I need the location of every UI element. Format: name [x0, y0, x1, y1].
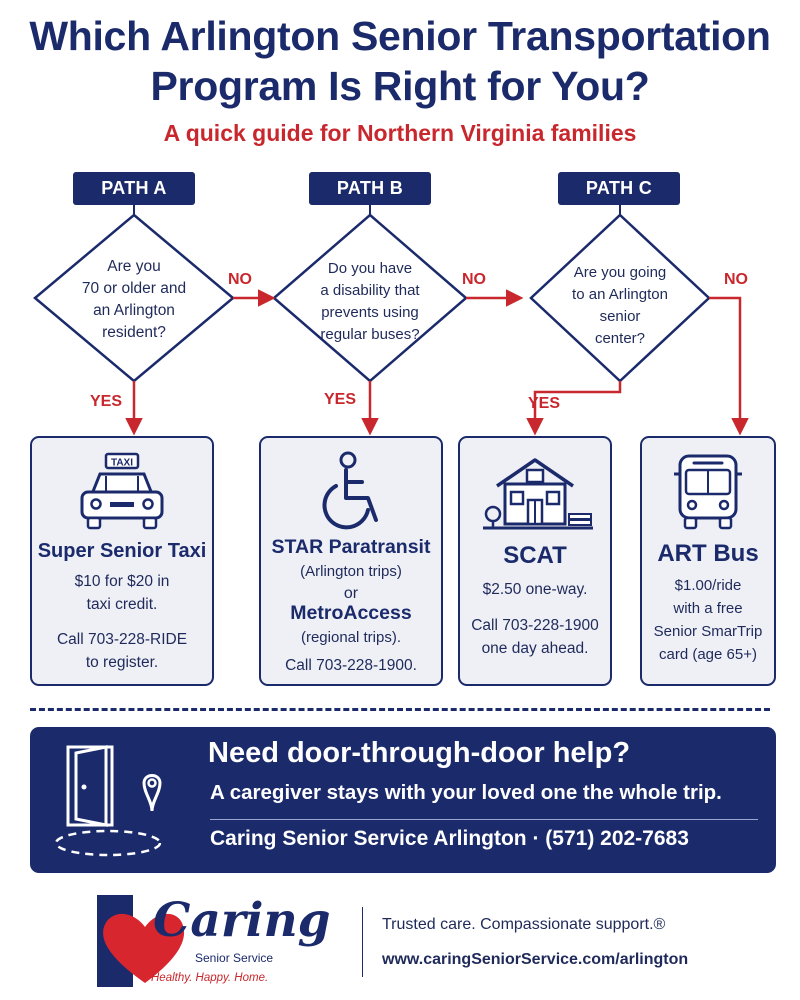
door-location-icon — [48, 743, 198, 863]
banner-headline: Need door-through-door help? — [208, 737, 631, 769]
question-a-line-3: an Arlington — [93, 302, 175, 319]
program-detail: $2.50 one-way. — [482, 581, 588, 598]
program-detail — [646, 574, 770, 666]
program-name: STAR Paratransit — [271, 536, 431, 558]
yes-label-b: YES — [324, 391, 357, 408]
yes-label-c: YES — [528, 395, 561, 412]
program-card-star-paratransit — [259, 436, 443, 686]
question-c-line-1: Are you going — [573, 264, 667, 281]
question-c-line-3: senior — [599, 308, 641, 325]
banner-contact: Caring Senior Service Arlington · (571) 202-7683 — [210, 827, 689, 850]
question-b — [296, 258, 444, 346]
program-call — [464, 614, 606, 660]
no-label-b: NO — [462, 271, 486, 288]
program-call-line-2: one day ahead. — [481, 640, 589, 657]
footer-website-link[interactable]: www.caringSeniorService.com/arlington — [382, 951, 689, 968]
program-call-line-1: Call 703-228-RIDE — [56, 631, 188, 648]
caring-logo — [95, 893, 331, 993]
program-detail-line-3: Senior SmarTrip — [653, 623, 763, 640]
question-a-line-1: Are you — [107, 258, 161, 275]
no-label-a: NO — [228, 271, 252, 288]
program-detail-line-1: $10 for $20 in — [74, 573, 170, 590]
question-b-line-1: Do you have — [327, 260, 413, 277]
program-call — [36, 628, 208, 674]
program-connector: or — [343, 585, 359, 602]
taxi-icon — [32, 448, 212, 540]
question-b-line-3: prevents using — [321, 304, 419, 321]
page-subtitle: A quick guide for Northern Virginia families — [163, 120, 637, 146]
program-call-line-2: to register. — [85, 654, 159, 671]
program-detail-line-2: taxi credit. — [86, 596, 158, 613]
taxi-sign-text: TAXI — [110, 457, 134, 469]
wheelchair-icon — [261, 448, 441, 540]
program-name: ART Bus — [657, 540, 759, 567]
program-name-2: MetroAccess — [290, 602, 412, 624]
banner-rule — [210, 819, 758, 820]
path-a-label: PATH A — [73, 172, 195, 205]
question-a-line-4: resident? — [102, 324, 166, 341]
question-c-line-2: to an Arlington — [572, 286, 668, 303]
logo-word: Caring — [153, 893, 331, 948]
yes-label-a: YES — [90, 393, 123, 410]
program-card-scat — [458, 436, 612, 686]
question-b-line-4: regular buses? — [320, 326, 420, 343]
page-title-line-2: Program Is Right for You? — [150, 63, 650, 109]
question-a-line-2: 70 or older and — [81, 280, 187, 297]
program-call: Call 703-228-1900. — [285, 657, 417, 674]
path-c-label: PATH C — [558, 172, 680, 205]
program-name: Super Senior Taxi — [37, 540, 207, 562]
footer-divider — [362, 907, 363, 977]
program-sub-2: (regional trips). — [300, 629, 402, 646]
program-sub-1: (Arlington trips) — [300, 563, 402, 580]
program-detail-line-2: with a free — [673, 600, 743, 617]
senior-center-icon — [460, 448, 610, 540]
no-label-c: NO — [724, 271, 748, 288]
program-call-line-1: Call 703-228-1900 — [471, 617, 599, 634]
page-title-line-1: Which Arlington Senior Transportation — [29, 13, 771, 59]
program-detail-line-1: $1.00/ride — [674, 577, 742, 594]
path-b-label: PATH B — [309, 172, 431, 205]
logo-service: Senior Service — [195, 951, 274, 965]
question-c — [550, 262, 690, 350]
dashed-divider — [30, 708, 770, 711]
banner-subline: A caregiver stays with your loved one the whole trip. — [210, 781, 722, 804]
logo-tagline: Healthy. Happy. Home. — [151, 972, 269, 984]
footer-trusted-text: Trusted care. Compassionate support.® — [382, 916, 666, 933]
bus-icon — [642, 448, 774, 540]
program-detail-line-4: card (age 65+) — [659, 646, 757, 663]
program-card-super-senior-taxi — [30, 436, 214, 686]
program-name: SCAT — [503, 542, 567, 569]
door-through-door-banner — [30, 727, 776, 873]
no-arrow-c — [709, 298, 740, 432]
question-a — [64, 256, 204, 344]
program-detail — [36, 570, 208, 616]
question-b-line-2: a disability that — [320, 282, 420, 299]
program-card-art-bus — [640, 436, 776, 686]
question-c-line-4: center? — [594, 330, 646, 347]
